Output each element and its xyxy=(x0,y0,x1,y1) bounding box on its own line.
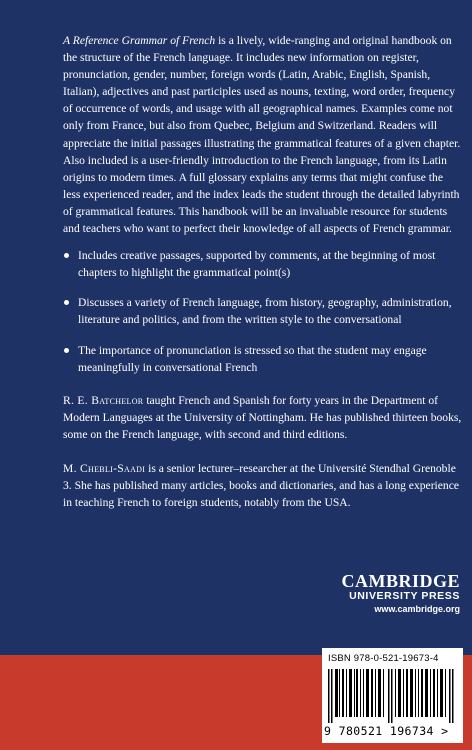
publisher-url: www.cambridge.org xyxy=(374,604,460,614)
publisher-logo xyxy=(320,572,460,615)
book-title: A Reference Grammar of French xyxy=(63,34,216,47)
feature-item: Discusses a variety of French language, from history, geography, administration, literature and politics, and from the written style to the conversational xyxy=(63,294,463,328)
barcode-bars-icon xyxy=(326,669,459,723)
publisher-subtitle: UNIVERSITY PRESS xyxy=(349,590,460,602)
feature-item: The importance of pronunciation is stressed so that the student may engage meaningfully in conversational French xyxy=(63,342,463,376)
author-bio-batchelor xyxy=(63,392,463,443)
blurb-text: is a lively, wide-ranging and original handbook on the structure of the French language. It includes new information on register, pronunciation, gender, number, foreign words (Latin, Arabic, English, Spanish, Italian), adjectives and past participles used as nouns, texting, word order, frequency of occurrence of words, and usage with all geographical names. Examples come not only from France, but also from Quebec, Belgium and Switzerland. Readers will appreciate the initial passages illustrating the grammatical features of a given chapter. Also included is a user-friendly introduction to the French language, from its Latin origins to modern times. A full glossary explains any terms that might confuse the less experienced reader, and the index leads the student through the detailed labyrinth of grammatical features. This handbook will be an invaluable resource for students and teachers who want to perfect their knowledge of all aspects of French grammar. xyxy=(63,34,461,236)
barcode-digits: 9 780521 196734 > xyxy=(324,724,449,738)
feature-list xyxy=(63,247,463,376)
publisher-name: CAMBRIDGE xyxy=(341,571,460,591)
bullet-icon xyxy=(64,253,69,258)
author-bio-chebli-saadi xyxy=(63,460,463,511)
author-name: R. E. Batchelor xyxy=(63,393,144,407)
barcode xyxy=(322,648,463,743)
feature-item: Includes creative passages, supported by comments, at the beginning of most chapters to highlight the grammatical point(s) xyxy=(63,247,463,281)
author-bio-text: taught French and Spanish for forty years in the Department of Modern Languages at the University of Nottingham. He has published thirteen books, some on the French language, with second and third editions. xyxy=(63,393,462,441)
author-name: M. Chebli-Saadi xyxy=(63,461,146,475)
bullet-icon xyxy=(64,300,69,305)
isbn-label: ISBN 978-0-521-19673-4 xyxy=(328,653,439,664)
author-bio-text: is a senior lecturer–researcher at the Université Stendhal Grenoble 3. She has published many articles, books and dictionaries, and has a long experience in teaching French to foreign students, notably from the USA. xyxy=(63,461,460,510)
bullet-icon xyxy=(64,348,69,353)
cover-text xyxy=(63,32,463,511)
blurb-paragraph xyxy=(63,32,463,237)
